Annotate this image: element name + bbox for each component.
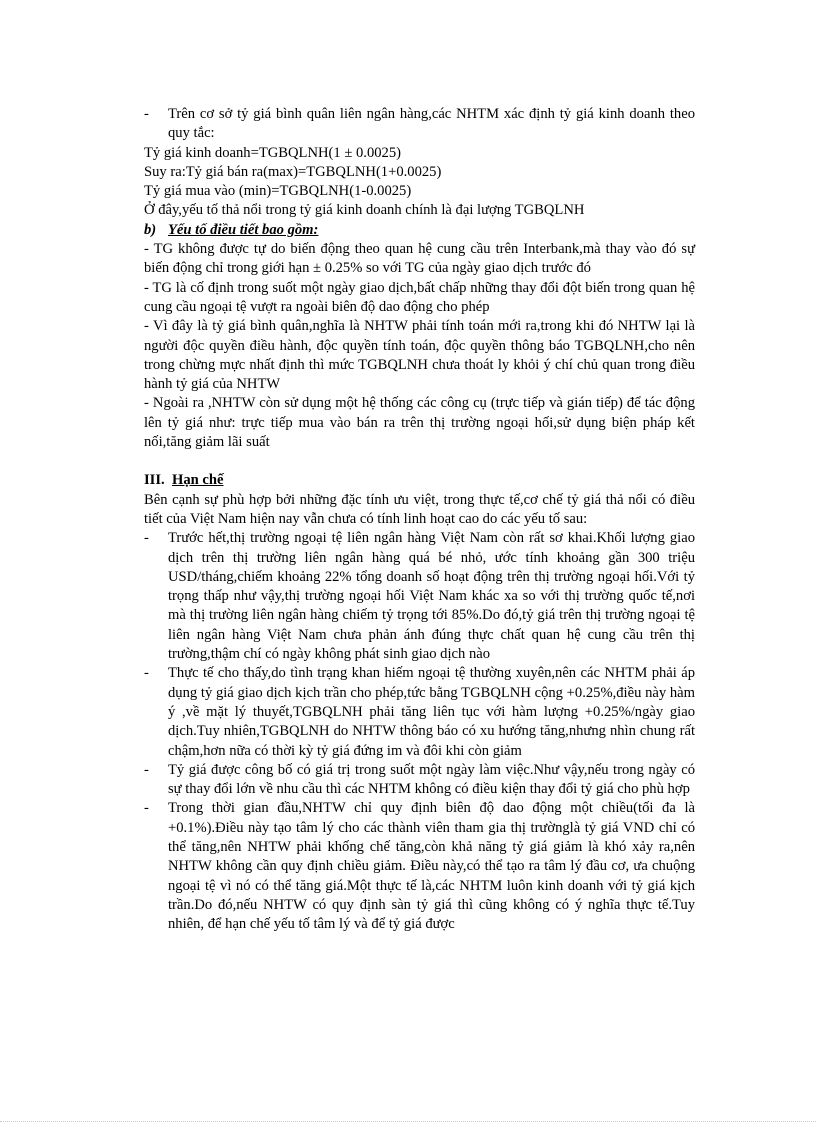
regulation-paragraph: - TG là cố định trong suốt một ngày giao dịch,bất chấp những thay đổi đột biến trong quan hệ cung cầu ngoại tệ vượt ra ngoài biên độ dao động cho phép	[144, 279, 695, 315]
section-iii-intro: Bên cạnh sự phù hợp bởi những đặc tính ưu việt, trong thực tế,cơ chế tỷ giá thả nổi có điều tiết của Việt Nam hiện nay vẫn chưa có tính linh hoạt cao do các yếu tố sau:	[144, 491, 695, 527]
subsection-b-heading	[144, 221, 695, 240]
subsection-b-title: Yếu tố điều tiết bao gồm:	[168, 221, 319, 238]
formula-line: Tỷ giá kinh doanh=TGBQLNH(1 ± 0.0025)	[144, 144, 402, 161]
formula-line: Suy ra:Tỷ giá bán ra(max)=TGBQLNH(1+0.0025)	[144, 163, 442, 180]
limitation-bullet	[144, 664, 695, 760]
page-bottom-divider	[0, 1121, 816, 1122]
regulation-paragraph: - Ngoài ra ,NHTW còn sử dụng một hệ thống các công cụ (trực tiếp và gián tiếp) để tác động lên tỷ giá như: trực tiếp mua vào bán ra trên thị trường ngoại hối,sử dụng biện pháp kết nối,tăng giảm lãi suất	[144, 395, 695, 451]
limitation-bullet-text: Trước hết,thị trường ngoại tệ liên ngân hàng Việt Nam còn rất sơ khai.Khối lượng giao dịch trên thị trường liên ngân hàng quá bé nhỏ, ước tính khoảng gần 300 triệu USD/tháng,chiếm khoảng 22% tổng doanh số hoạt động trên thị trường ngoại hối.Với tỷ trọng thấp như vậy,thị trường ngoại hối Việt Nam khác xa so với thị trường quốc tế,nơi mà thị trường liên ngân hàng chiếm tỷ trọng tới 85%.Do đó,tỷ giá trên thị trường ngoại tệ liên ngân hàng Việt Nam chưa phản ánh đúng thực chất quan hệ cung cầu trên thị trường,thậm chí có ngày không phát sinh giao dịch nào	[168, 530, 695, 663]
bullet-dash: -	[144, 530, 149, 547]
limitation-bullet	[144, 529, 695, 664]
limitation-bullet-text: Thực tế cho thấy,do tình trạng khan hiếm ngoại tệ thường xuyên,nên các NHTM phải áp dụng tỷ giá giao dịch kịch trần cho phép,tức bằng TGBQLNH cộng +0.25%,điều này hàm ý ,về mặt lý thuyết,TGBQLNH phải tăng liên tục với hàm lượng +0.25%/ngày giao dịch.Tuy nhiên,TGBQLNH do NHTW thông báo có xu hướng tăng,nhưng nhìn chung rất chậm,hơn nữa có thời kỳ tỷ giá đứng im và đôi khi còn giảm	[168, 665, 695, 759]
bullet-dash: -	[144, 800, 149, 817]
bullet-dash: -	[144, 665, 149, 682]
limitation-bullet	[144, 761, 695, 800]
section-iii-heading	[144, 471, 695, 490]
formula-line: Tỷ giá mua vào (min)=TGBQLNH(1-0.0025)	[144, 183, 412, 200]
formula-line: Ở đây,yếu tố thả nổi trong tỷ giá kinh doanh chính là đại lượng TGBQLNH	[144, 202, 585, 219]
limitation-bullet-text: Trong thời gian đầu,NHTW chỉ quy định biên độ dao động một chiều(tối đa là +0.1%).Điều này tạo tâm lý cho các thành viên tham gia thị trườnglà tỷ giá VND chỉ có thể tăng,nên NHTW phải khống chế tăng,còn khả năng tỷ giá giảm là khó xảy ra,nên NHTW không cần quy định chiều giảm. Điều này,có thể tạo ra tâm lý đầu cơ, ưa chuộng ngoại tệ vì nó có thể tăng giá.Một thực tế là,các NHTM luôn kinh doanh với tỷ giá kịch trần.Do đó,nếu NHTW có quy định sàn tỷ giá thì cũng không có ý nghĩa thực tế.Tuy nhiên, để hạn chế yếu tố tâm lý và để tỷ giá được	[168, 800, 695, 933]
intro-bullet-text: Trên cơ sở tỷ giá bình quân liên ngân hàng,các NHTM xác định tỷ giá kinh doanh theo quy tắc:	[168, 106, 695, 142]
intro-bullet	[144, 105, 695, 144]
section-iii-title: Hạn chế	[172, 472, 224, 489]
document-page	[144, 105, 695, 934]
bullet-dash: -	[144, 761, 149, 778]
subsection-b-letter: b)	[144, 221, 157, 238]
bullet-dash: -	[144, 106, 149, 122]
regulation-paragraph: - TG không được tự do biến động theo quan hệ cung cầu trên Interbank,mà thay vào đó sự biến động chỉ trong giới hạn ± 0.25% so với TG của ngày giao dịch trước đó	[144, 241, 695, 277]
section-iii-number: III.	[144, 472, 165, 489]
limitation-bullet-text: Tỷ giá được công bố có giá trị trong suốt một ngày làm việc.Như vậy,nếu trong ngày có sự thay đổi lớn về nhu cầu thì các NHTM không có điều kiện thay đổi tỷ giá cho phù hợp	[168, 761, 695, 798]
limitation-bullet	[144, 799, 695, 934]
regulation-paragraph: - Vì đây là tỷ giá bình quân,nghĩa là NHTW phải tính toán mới ra,trong khi đó NHTW lại là người độc quyền điều hành, độc quyền tính toán, độc quyền thông báo TGBQLNH,cho nên trong chừng mực nhất định thì mức TGBQLNH chưa thoát ly khỏi ý chí chủ quan trong điều hành tỷ giá của NHTW	[144, 318, 695, 393]
